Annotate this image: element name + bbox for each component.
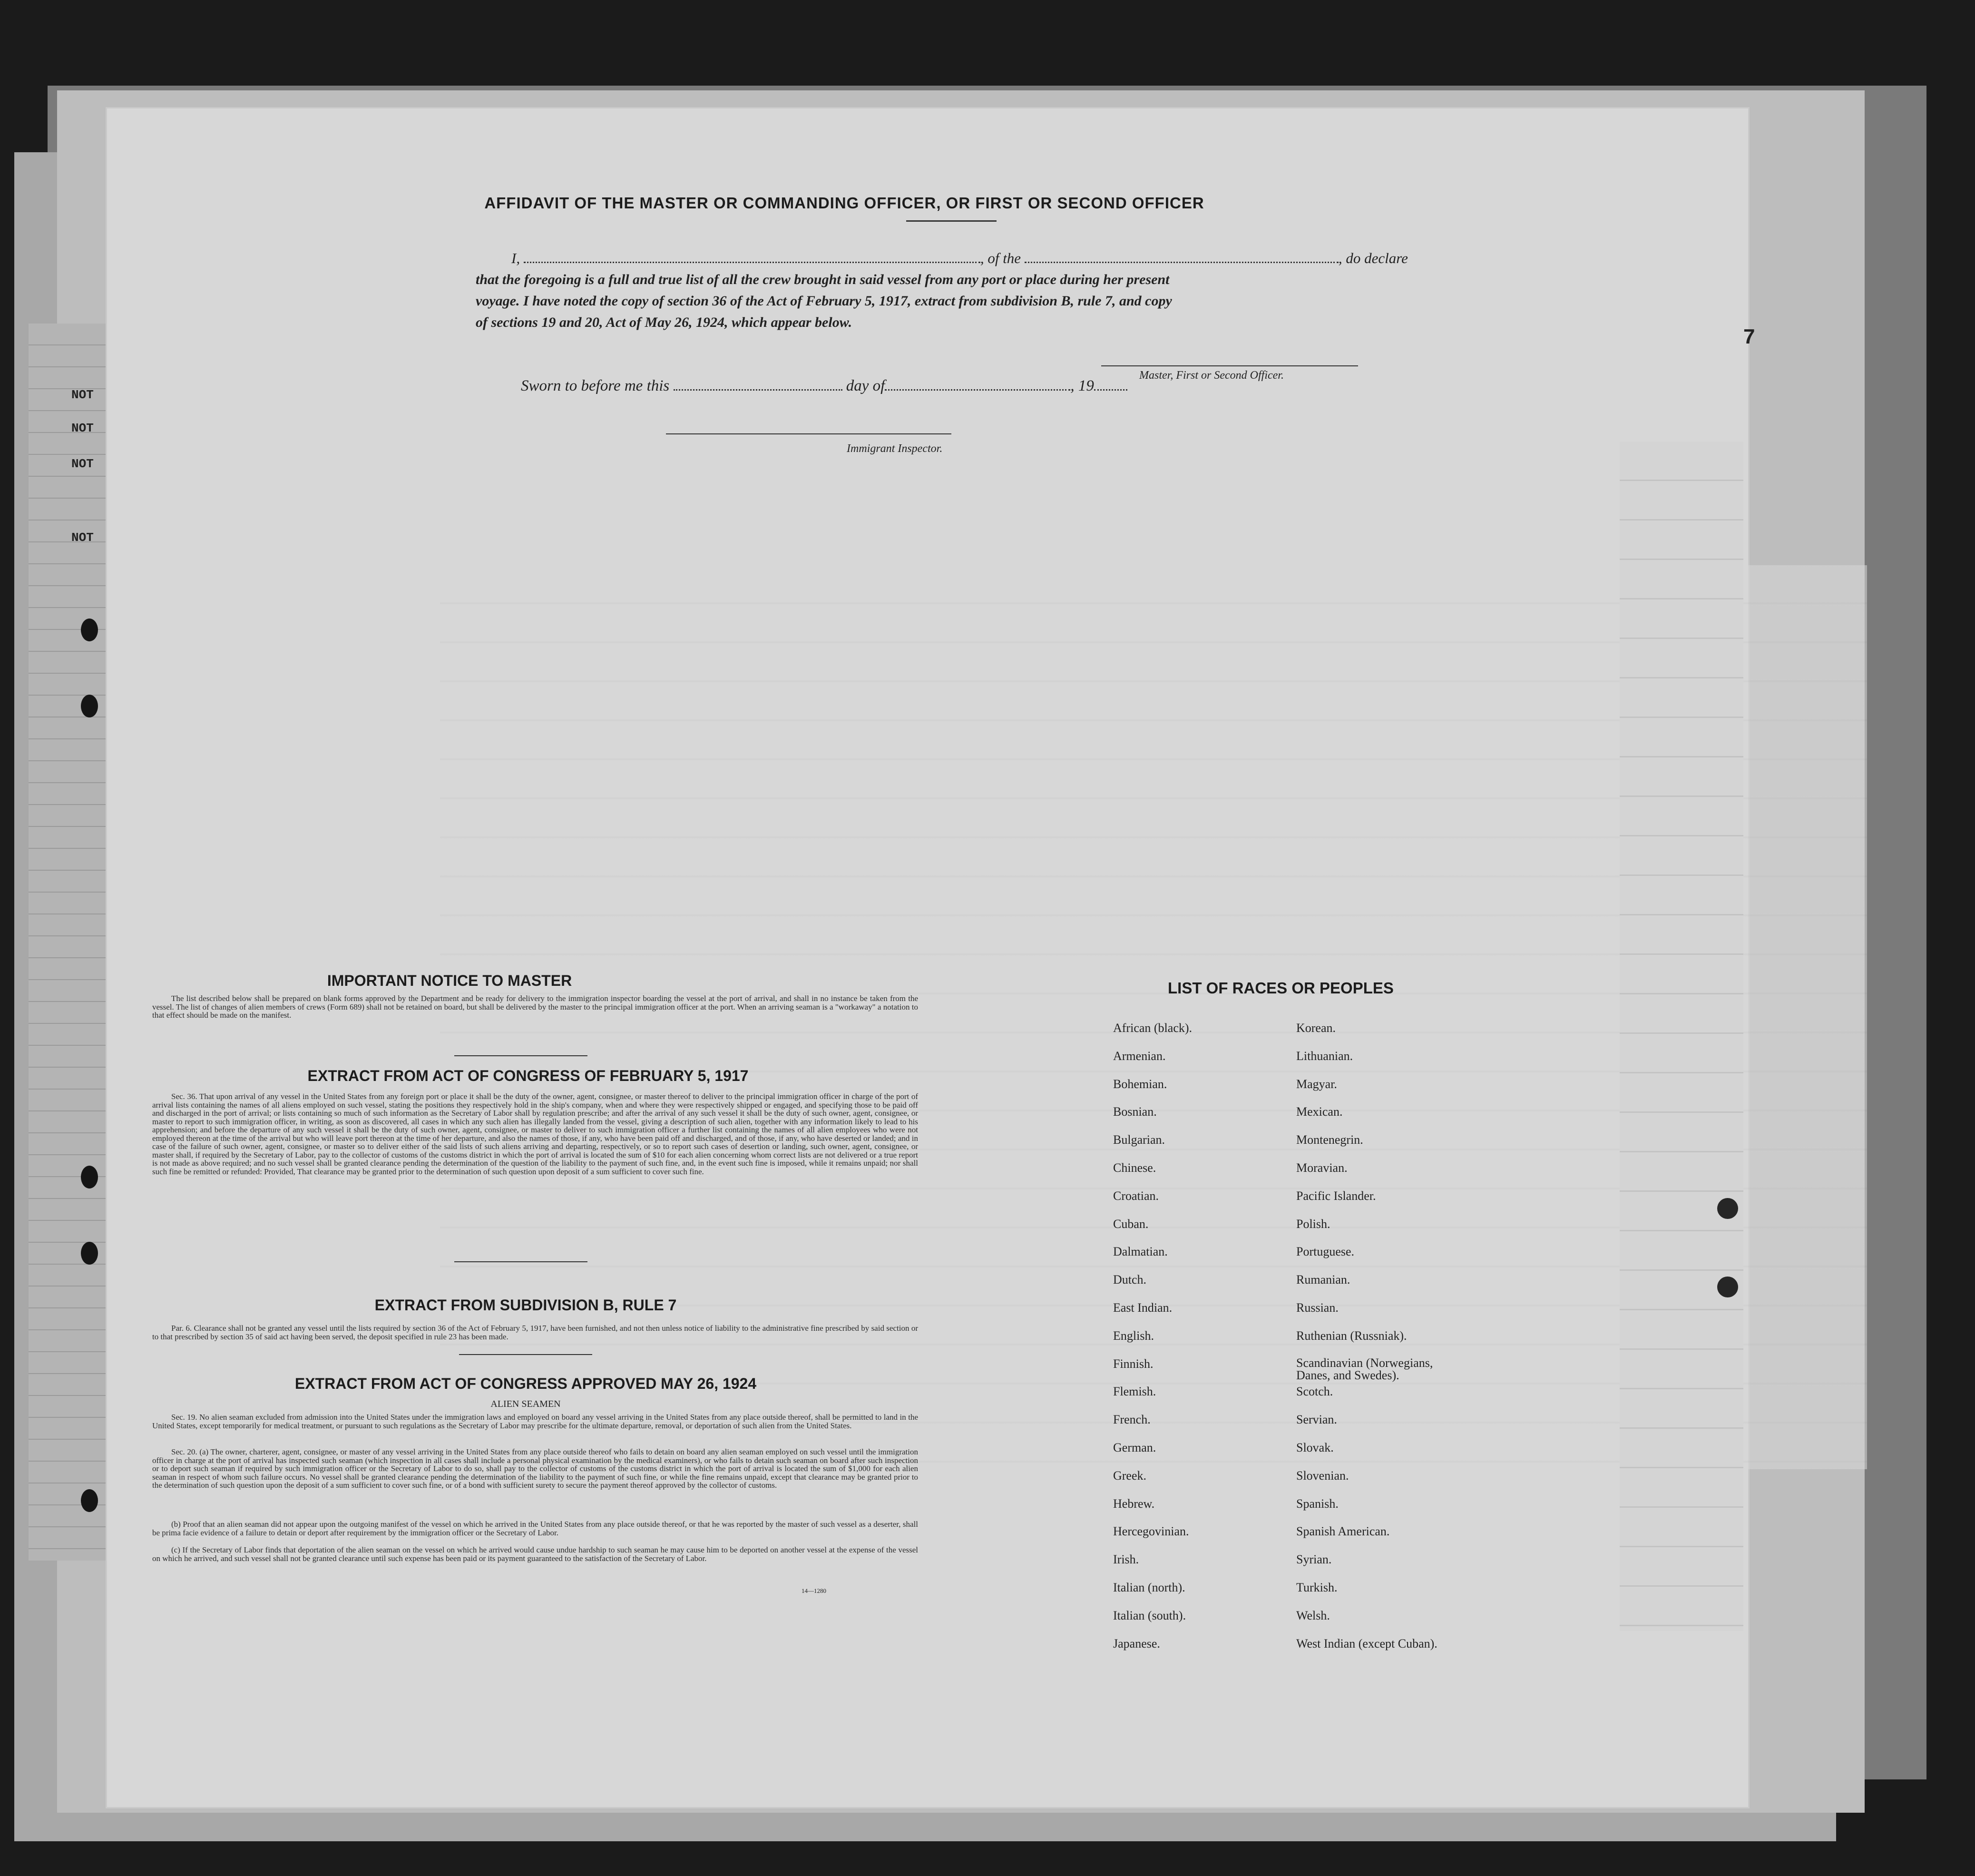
margin-note: NOT — [71, 457, 94, 471]
race-item: Korean. — [1296, 1021, 1336, 1035]
extract-1924-sec20a: Sec. 20. (a) The owner, charterer, agent, consignee, or master of any vessel arriving in the United States from any place outside thereof who fails to detain on board any alien seaman employed on such vessel until the immigration officer in charge at the port of arrival has inspected such seaman (which inspection in all cases shall include a personal physical examination by the medical examiners), or who fails to detain such seaman on board after such inspection or to deport such seaman if required by such immigration officer or the Secretary of Labor to do so, shall pay to the collector of customs of the customs district in which the port of arrival is located the sum of $1,000 for each alien seaman in respect of whom such failure occurs. No vessel shall be granted clearance pending the determination of the liability to the payment of such fine, or while the fine remains unpaid, except that clearance may be granted prior to the determination of such question upon the deposit of a sum sufficient to cover such fine, or of a bond with sufficient surety to secure the payment thereof approved by the collector of customs. — [152, 1447, 918, 1490]
text: , of the — [980, 250, 1021, 266]
race-item: English. — [1113, 1329, 1154, 1343]
race-item: Hercegovinian. — [1113, 1524, 1189, 1538]
race-item: Bohemian. — [1113, 1077, 1167, 1091]
signature-line — [1101, 365, 1358, 366]
master-label: Master, First or Second Officer. — [1139, 369, 1284, 382]
race-item: Montenegrin. — [1296, 1133, 1363, 1147]
affidavit-statement — [476, 269, 1508, 333]
race-item: African (black). — [1113, 1021, 1193, 1035]
race-item: Spanish American. — [1296, 1524, 1390, 1538]
race-item: Flemish. — [1113, 1385, 1156, 1398]
race-item: Finnish. — [1113, 1357, 1154, 1371]
binder-hole — [81, 619, 98, 641]
race-item: Portuguese. — [1296, 1245, 1355, 1258]
race-item: Chinese. — [1113, 1161, 1156, 1175]
race-item: Scandinavian (Norwegians, Danes, and Swedes). — [1296, 1356, 1433, 1382]
race-item: Dutch. — [1113, 1273, 1147, 1287]
race-item: Lithuanian. — [1296, 1049, 1353, 1063]
race-item: Servian. — [1296, 1413, 1337, 1426]
inspector-line — [666, 433, 951, 434]
extract-1924-subtitle: ALIEN SEAMEN — [490, 1399, 561, 1409]
punch-hole — [1717, 1277, 1738, 1297]
binder-hole — [81, 695, 98, 717]
race-item: Polish. — [1296, 1217, 1330, 1231]
binder-hole — [81, 1489, 98, 1512]
race-item: German. — [1113, 1441, 1156, 1454]
extract-1917-text: Sec. 36. That upon arrival of any vessel in the United States from any foreign port or place it shall be the duty of the owner, agent, consignee, or master thereof to deliver to the principal immigration officer in charge of the port of arrival lists containing the names of all aliens employed on such vessel, stating the positions they respectively hold in the ship's company, when and where they were respectively shipped or engaged, and specifying those to be paid off and discharged in the port of arrival; or lists containing so much of such information as the Secretary of Labor shall by regulation prescribe; and after the arrival of any such vessel it shall be the duty of such owner, agent, consignee, or master to report to such immigration officer, in writing, as soon as discovered, all cases in which any such alien has illegally landed from the vessel, giving a description of such alien, together with any information likely to lead to his apprehension; and before the departure of any such vessel it shall be the duty of such owner, agent, consignee, or master to deliver to such immigration officer a further list containing the names of all alien employees who were not employed thereon at the time of the arrival but who will leave port thereon at the time of her departure, and also the names of those, if any, who have been paid off and discharged, and of those, if any, who have deserted or landed; and in case of the failure of such owner, agent, consignee, or master so to deliver either of the said lists of such aliens arriving and departing, respectively, or so to report such cases of desertion or landing, such owner, agent, consignee, or master shall, if required by the Secretary of Labor, pay to the collector of customs of the customs district in which the port of arrival is located the sum of $10 for each alien concerning whom correct lists are not delivered or a true report is not made as above required; and no such vessel shall be granted clearance pending the determination of the question of the liability to the payment of such fine, and, in the event such fine is imposed, while it remains unpaid; nor shall such fine be remitted or refunded: Provided, That clearance may be granted prior to the determination of such question upon deposit of a sum sufficient to cover such fine. — [152, 1092, 918, 1176]
race-item: Russian. — [1296, 1301, 1339, 1315]
affidavit-line-3: voyage. I have noted the copy of section 36 of the Act of February 5, 1917, extract from subdivision B, rule 7, and copy — [476, 293, 1172, 309]
affidavit-title: AFFIDAVIT OF THE MASTER OR COMMANDING OFFICER, OR FIRST OR SECOND OFFICER — [484, 194, 1204, 212]
race-item: Magyar. — [1296, 1077, 1337, 1091]
race-item: Hebrew. — [1113, 1497, 1155, 1511]
text: I, — [511, 250, 520, 266]
race-item: Pacific Islander. — [1296, 1189, 1376, 1203]
race-item: Italian (south). — [1113, 1609, 1186, 1622]
race-item: Ruthenian (Russniak). — [1296, 1329, 1407, 1343]
text: , do declare — [1338, 250, 1408, 266]
text: , 19 — [1070, 377, 1094, 394]
divider — [906, 220, 997, 222]
document-page — [107, 108, 1755, 1807]
race-item: Japanese. — [1113, 1637, 1160, 1650]
race-item: Cuban. — [1113, 1217, 1149, 1231]
margin-note: NOT — [71, 530, 94, 545]
extract-1924-sec19: Sec. 19. No alien seaman excluded from admission into the United States under the immigration laws and employed on board any vessel arriving in the United States from any place outside thereof, shall be permitted to land in the United States, except temporarily for medical treatment, or pursuant to such regulations as the Secretary of Labor may prescribe for the ultimate departure, removal, or deportation of such alien from the United States. — [152, 1413, 918, 1430]
race-item: Moravian. — [1296, 1161, 1348, 1175]
race-item: Scotch. — [1296, 1385, 1333, 1398]
race-item: Croatian. — [1113, 1189, 1159, 1203]
extract-1924-sec20c: (c) If the Secretary of Labor finds that deportation of the alien seaman on the vessel on which he arrived would cause undue hardship to such seaman he may cause him to be deported on another vessel at the expense of the vessel on which he arrived, and such vessel shall not be granted clearance until such expense has been paid or its payment guaranteed to the satisfaction of the Secretary of Labor. — [152, 1545, 918, 1563]
race-item: French. — [1113, 1413, 1151, 1426]
race-item: Turkish. — [1296, 1581, 1338, 1594]
race-item: Italian (north). — [1113, 1581, 1185, 1594]
race-item: Bulgarian. — [1113, 1133, 1165, 1147]
race-item: Armenian. — [1113, 1049, 1166, 1063]
affidavit-line-1 — [511, 247, 1510, 269]
form-number: 14—1280 — [802, 1587, 826, 1594]
extract-rule7-title: EXTRACT FROM SUBDIVISION B, RULE 7 — [374, 1297, 677, 1314]
notice-title: IMPORTANT NOTICE TO MASTER — [327, 972, 572, 989]
race-item: Mexican. — [1296, 1105, 1343, 1119]
race-item: Spanish. — [1296, 1497, 1339, 1511]
race-item: Syrian. — [1296, 1552, 1332, 1566]
race-item: Slovak. — [1296, 1441, 1334, 1454]
divider — [454, 1055, 587, 1056]
race-item: Slovenian. — [1296, 1469, 1349, 1483]
race-item: Bosnian. — [1113, 1105, 1157, 1119]
race-item: Greek. — [1113, 1469, 1147, 1483]
right-grid — [1620, 442, 1743, 1631]
binder-hole — [81, 1166, 98, 1188]
sworn-line — [521, 377, 1127, 395]
inspector-label: Immigrant Inspector. — [847, 442, 943, 455]
binder-hole — [81, 1242, 98, 1265]
affidavit-body — [511, 247, 1510, 269]
affidavit-line-4: of sections 19 and 20, Act of May 26, 1924, which appear below. — [476, 314, 852, 330]
race-item: Welsh. — [1296, 1609, 1330, 1622]
affidavit-line-2: that the foregoing is a full and true list of all the crew brought in said vessel from any port or place during her present — [476, 272, 1170, 287]
page-number: 7 — [1743, 325, 1755, 348]
extract-1924-title: EXTRACT FROM ACT OF CONGRESS APPROVED MAY 26, 1924 — [294, 1375, 757, 1392]
race-item: Dalmatian. — [1113, 1245, 1168, 1258]
race-item: Rumanian. — [1296, 1273, 1350, 1287]
extract-rule7-text: Par. 6. Clearance shall not be granted any vessel until the lists required by section 36 of the Act of February 5, 1917, have been furnished, and not then unless notice of liability to the administrative fine prescribed by said section or to that prescribed by section 35 of said act having been served, the deposit specified in rule 23 has been made. — [152, 1324, 918, 1341]
race-item: West Indian (except Cuban). — [1296, 1637, 1437, 1650]
extract-1917-title: EXTRACT FROM ACT OF CONGRESS OF FEBRUARY 5, 1917 — [307, 1067, 749, 1084]
race-item: Irish. — [1113, 1552, 1139, 1566]
divider — [454, 1261, 587, 1262]
extract-1924-sec20b: (b) Proof that an alien seaman did not appear upon the outgoing manifest of the vessel on which he arrived in the United States from any place outside thereof, or that he was reported by the master of such vessel as a deserter, shall be prima facie evidence of a failure to detain or deport after requirement by the immigration officer or the Secretary of Labor. — [152, 1520, 918, 1537]
race-item: East Indian. — [1113, 1301, 1173, 1315]
notice-text: The list described below shall be prepared on blank forms approved by the Department and be ready for delivery to the immigration inspector boarding the vessel at the port of arrival, and shall in no instance be taken from the vessel. The list of changes of alien members of crews (Form 689) shall not be retained on board, but shall be delivered by the master to the principal immigration officer at the port. When an arriving seaman is a "workaway" a notation to that effect should be made on the manifest. — [152, 994, 918, 1020]
margin-note: NOT — [71, 421, 94, 435]
divider — [459, 1354, 592, 1355]
margin-note: NOT — [71, 388, 94, 402]
text: Sworn to before me this — [521, 377, 670, 394]
text: day of — [846, 377, 885, 394]
punch-hole — [1717, 1198, 1738, 1219]
races-title: LIST OF RACES OR PEOPLES — [1168, 979, 1394, 997]
